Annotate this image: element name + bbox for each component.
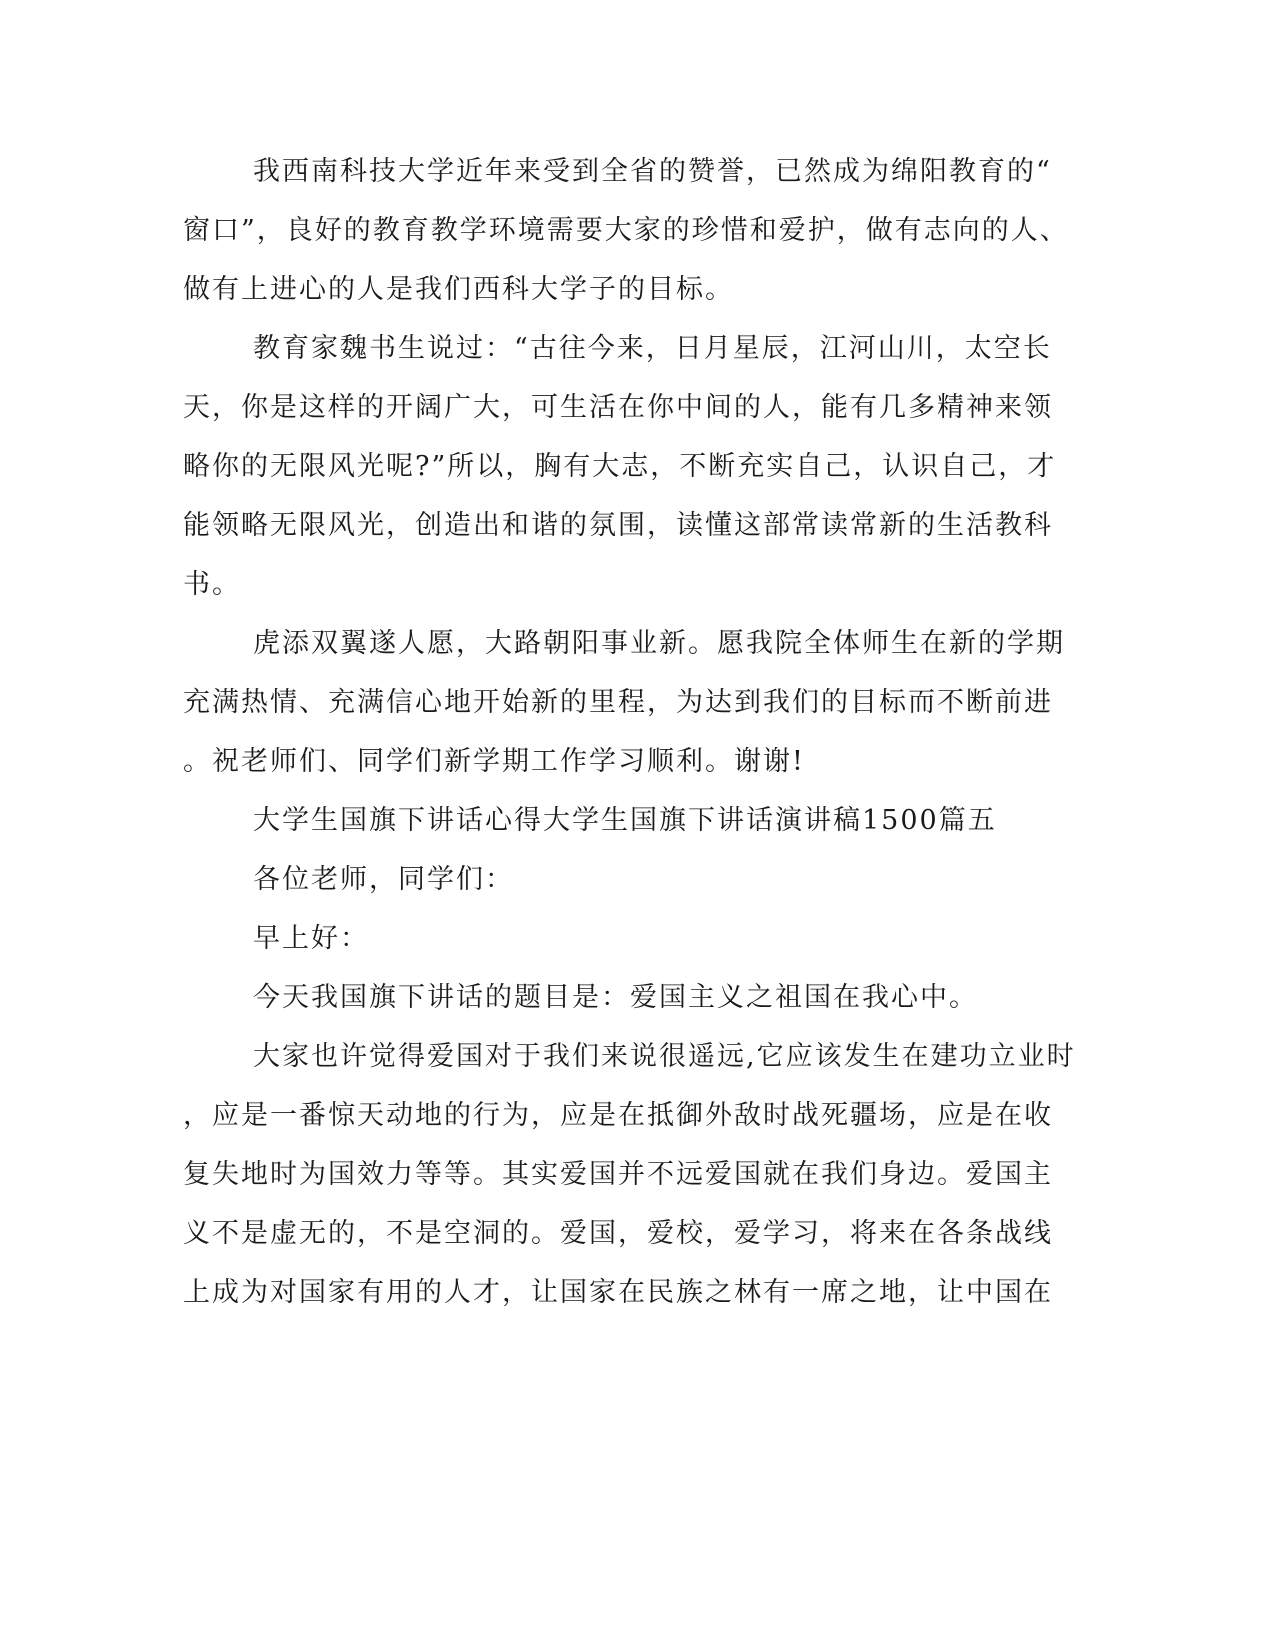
text-line: 复失地时为国效力等等。其实爱国并不远爱国就在我们身边。爱国主 — [183, 1159, 1053, 1190]
text-line: 义不是虚无的，不是空洞的。爱国，爱校，爱学习，将来在各条战线 — [183, 1218, 1053, 1249]
text-line: 能领略无限风光，创造出和谐的氛围，读懂这部常读常新的生活教科 — [183, 510, 1053, 541]
text-line: 。祝老师们、同学们新学期工作学习顺利。谢谢! — [183, 746, 805, 777]
salutation: 各位老师，同学们： — [253, 864, 514, 895]
text-line: 虎添双翼遂人愿，大路朝阳事业新。愿我院全体师生在新的学期 — [253, 628, 1065, 659]
text-line: 大家也许觉得爱国对于我们来说很遥远,它应该发生在建功立业时 — [253, 1041, 1076, 1072]
text-line: 书。 — [183, 569, 241, 600]
greeting: 早上好： — [253, 923, 369, 954]
text-line: 充满热情、充满信心地开始新的里程，为达到我们的目标而不断前进 — [183, 687, 1053, 718]
text-line: 做有上进心的人是我们西科大学子的目标。 — [183, 274, 734, 305]
text-line: 我西南科技大学近年来受到全省的赞誉，已然成为绵阳教育的“ — [253, 156, 1052, 187]
text-line: 今天我国旗下讲话的题目是：爱国主义之祖国在我心中。 — [253, 982, 978, 1013]
text-line: 教育家魏书生说过：“古往今来，日月星辰，江河山川，太空长 — [253, 333, 1052, 364]
text-line: 天，你是这样的开阔广大，可生活在你中间的人，能有几多精神来领 — [183, 392, 1053, 423]
text-line: 上成为对国家有用的人才，让国家在民族之林有一席之地，让中国在 — [183, 1277, 1053, 1308]
section-heading: 大学生国旗下讲话心得大学生国旗下讲话演讲稿1500篇五 — [253, 805, 997, 836]
text-line: 窗口”，良好的教育教学环境需要大家的珍惜和爱护，做有志向的人、 — [183, 215, 1069, 246]
text-line: ，应是一番惊天动地的行为，应是在抵御外敌时战死疆场，应是在收 — [183, 1100, 1053, 1131]
text-line: 略你的无限风光呢?”所以，胸有大志，不断充实自己，认识自己，才 — [183, 451, 1057, 482]
